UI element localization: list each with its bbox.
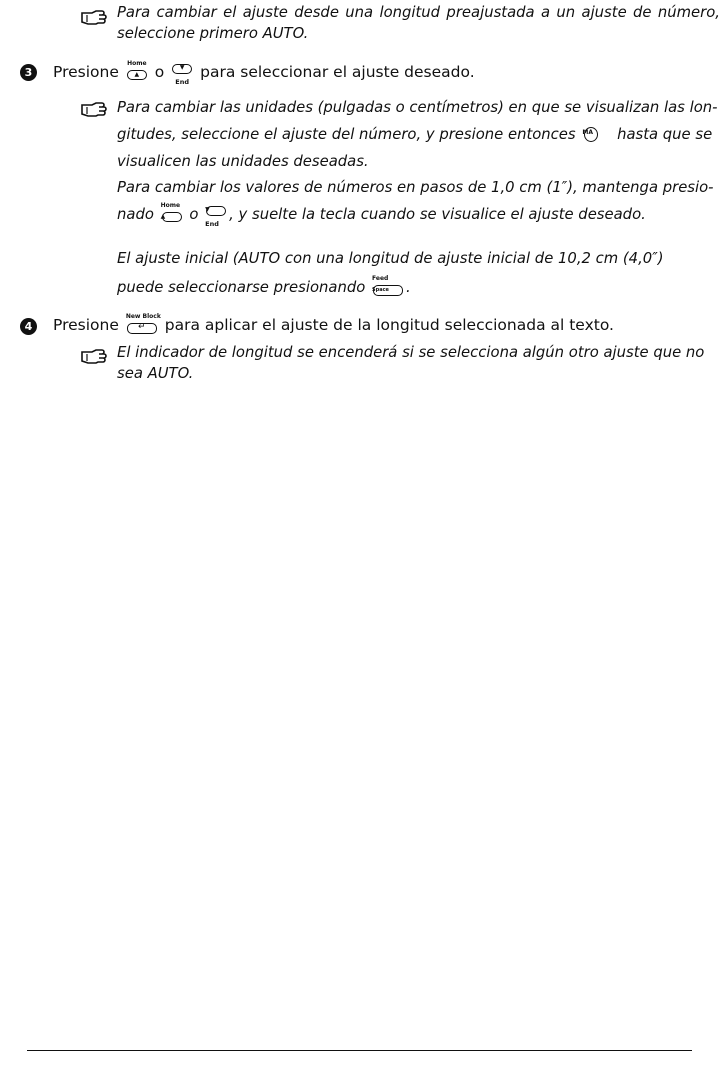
note-line: sea AUTO. <box>117 365 194 382</box>
note-line: El ajuste inicial (AUTO con una longitud de ajuste inicial de 10,2 cm (4,0″) <box>117 250 664 267</box>
home-up-key-icon: Home ▲ <box>160 202 181 220</box>
end-down-key-icon: ▼ End <box>171 63 193 81</box>
home-up-key-icon: Home ▲ <box>127 60 147 78</box>
note-length-indicator <box>117 342 720 384</box>
note-line: nado Home ▲ o ▼ End , y suelte la tecla cuando se visualice el ajuste deseado. <box>117 202 646 228</box>
step-number-4: 4 <box>20 318 37 335</box>
pointing-hand-icon <box>80 348 108 364</box>
note-line: puede seleccionarse presionando Feed Space . <box>117 275 411 296</box>
step-4-instruction <box>53 314 614 336</box>
end-down-key-icon: ▼ End <box>205 205 227 223</box>
step-3-instruction <box>53 60 475 86</box>
note-preset-to-number <box>117 2 720 44</box>
step-text: Presione <box>53 63 119 81</box>
note-line: gitudes, seleccione el ajuste del número, y presione entonces MA hasta que se <box>117 126 713 143</box>
feed-space-key-icon: Feed Space <box>372 278 404 296</box>
note-line: Para cambiar las unidades (pulgadas o centímetros) en que se visualizan las lon- <box>117 99 718 116</box>
step-text: para seleccionar el ajuste deseado. <box>200 63 475 81</box>
note-units-display <box>117 94 720 175</box>
step-text: o <box>154 63 165 81</box>
step-text: para aplicar el ajuste de la longitud seleccionada al texto. <box>164 316 614 334</box>
ma-key-icon: MA <box>582 125 600 143</box>
pointing-hand-icon <box>80 9 108 25</box>
note-line: El indicador de longitud se encenderá si se selecciona algún otro ajuste que no <box>117 344 705 361</box>
note-line: visualicen las unidades deseadas. <box>117 153 369 170</box>
new-block-enter-key-icon: New Block ↵ <box>125 313 161 332</box>
step-text: Presione <box>53 316 119 334</box>
pointing-hand-icon <box>80 101 108 117</box>
step-number-3: 3 <box>20 64 37 81</box>
note-initial-setting <box>117 244 720 302</box>
note-step-change <box>117 174 720 228</box>
page-footer-rule <box>27 1050 692 1051</box>
note-line: Para cambiar los valores de números en pasos de 1,0 cm (1″), mantenga presio- <box>117 179 714 196</box>
note-text: Para cambiar el ajuste desde una longitud preajustada a un ajuste de número, seleccione primero AUTO. <box>117 4 720 42</box>
